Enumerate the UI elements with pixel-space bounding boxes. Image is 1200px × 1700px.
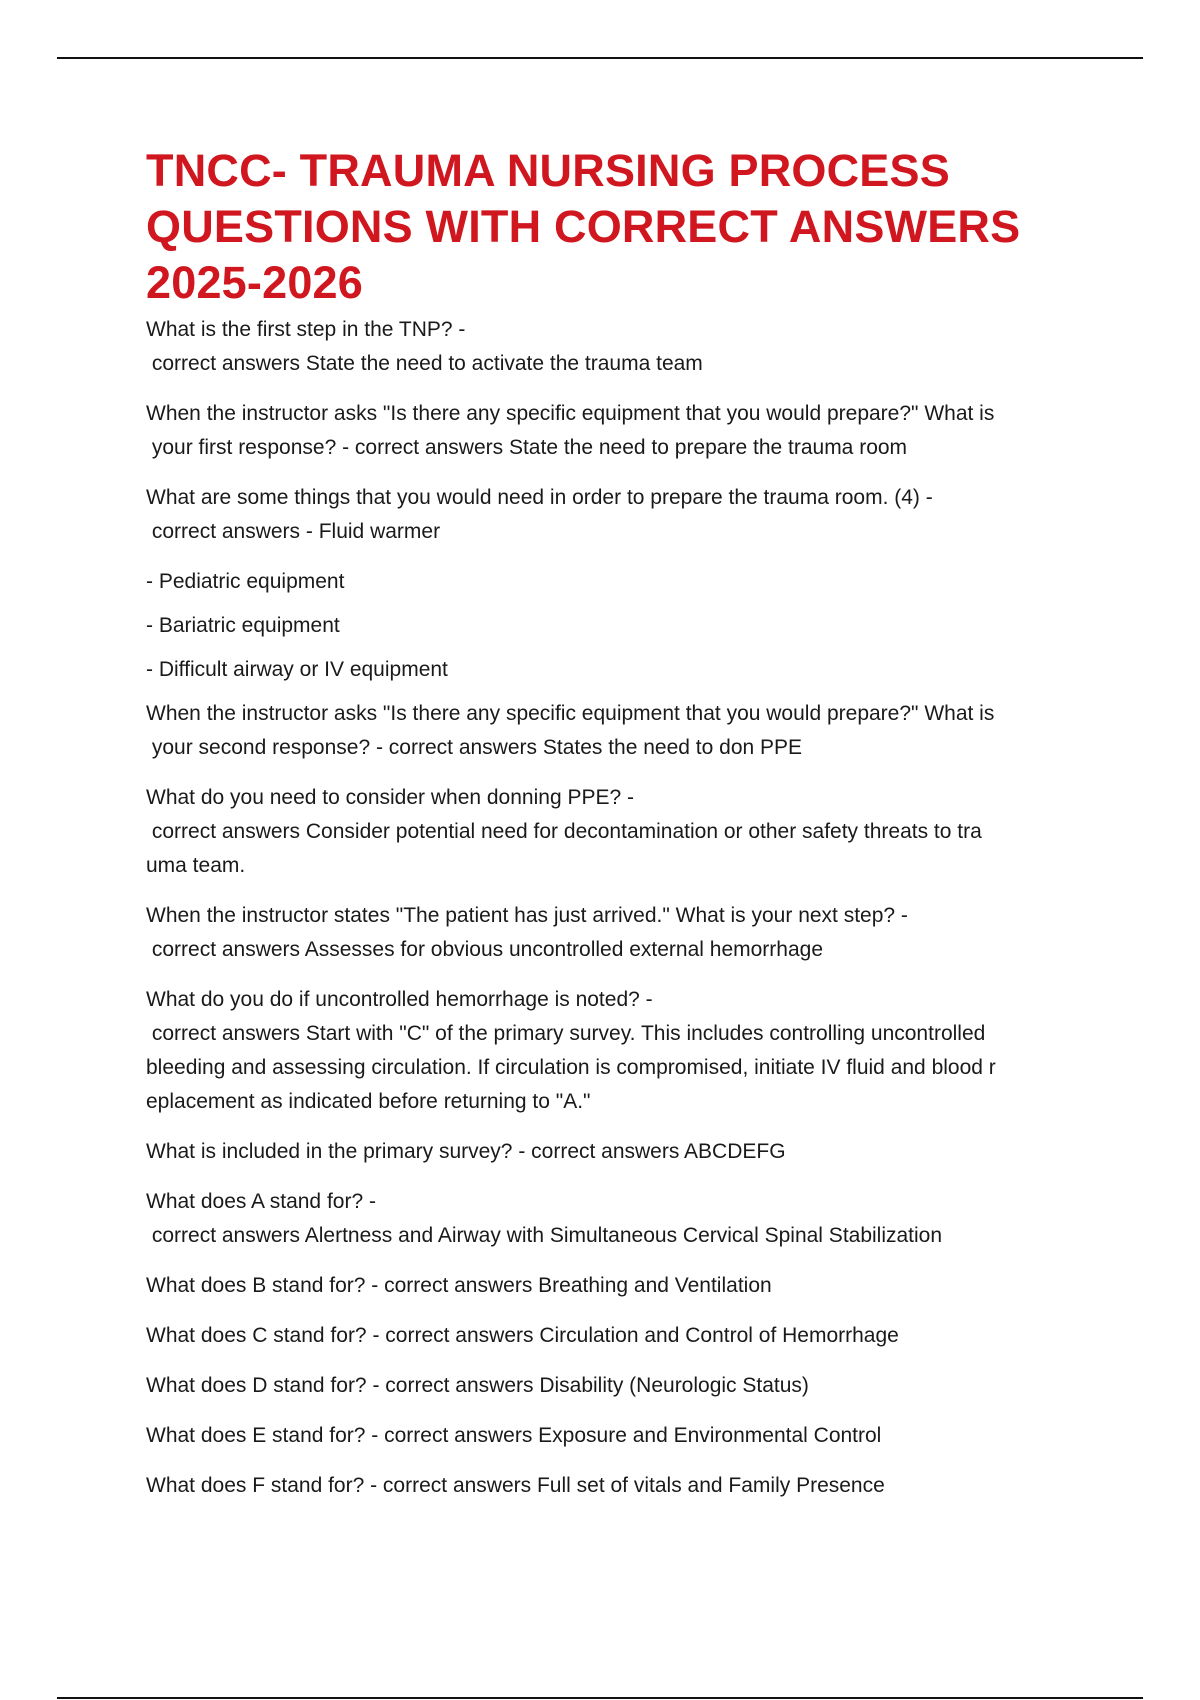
qa-line: - Difficult airway or IV equipment [146, 658, 448, 681]
qa-line: When the instructor asks "Is there any specific equipment that you would prepare?" What is [146, 402, 995, 425]
qa-paragraph [146, 1319, 1066, 1353]
qa-line: correct answers - Fluid warmer [146, 520, 441, 543]
qa-paragraph [146, 609, 1066, 643]
qa-line: What do you do if uncontrolled hemorrhage is noted? - [146, 988, 653, 1011]
qa-line: What does A stand for? - [146, 1190, 376, 1213]
qa-paragraph [146, 1269, 1066, 1303]
qa-line: your first response? - correct answers State the need to prepare the trauma room [146, 436, 908, 459]
qa-line: What is the first step in the TNP? - [146, 318, 466, 341]
qa-line: - Bariatric equipment [146, 614, 340, 637]
qa-paragraph [146, 1135, 1066, 1169]
qa-line: What does E stand for? - correct answers Exposure and Environmental Control [146, 1424, 882, 1447]
qa-paragraph [146, 313, 1066, 381]
qa-paragraph [146, 653, 1066, 687]
top-rule [57, 57, 1143, 59]
qa-line: correct answers State the need to activate the trauma team [146, 352, 703, 375]
document-title: TNCC- TRAUMA NURSING PROCESS QUESTIONS WITH CORRECT ANSWERS 2025-2026 [146, 145, 1021, 308]
qa-line: What does C stand for? - correct answers Circulation and Control of Hemorrhage [146, 1324, 899, 1347]
qa-paragraph [146, 983, 1066, 1119]
qa-line: When the instructor states "The patient has just arrived." What is your next step? - [146, 904, 908, 927]
qa-paragraph [146, 781, 1066, 883]
qa-line: correct answers Consider potential need for decontamination or other safety threats to tra [146, 820, 982, 843]
qa-paragraph [146, 565, 1066, 599]
qa-paragraph [146, 1369, 1066, 1403]
bottom-rule [57, 1697, 1143, 1699]
qa-paragraph [146, 1419, 1066, 1453]
qa-line: bleeding and assessing circulation. If circulation is compromised, initiate IV fluid and blood r [146, 1056, 996, 1079]
qa-line: What is included in the primary survey? - correct answers ABCDEFG [146, 1140, 786, 1163]
qa-line: correct answers Start with "C" of the primary survey. This includes controlling uncontrolled [146, 1022, 986, 1045]
qa-line: What are some things that you would need in order to prepare the trauma room. (4) - [146, 486, 933, 509]
qa-paragraph [146, 697, 1066, 765]
qa-paragraph [146, 899, 1066, 967]
document-body [146, 143, 1066, 1519]
qa-line: correct answers Assesses for obvious uncontrolled external hemorrhage [146, 938, 824, 961]
qa-line: What does D stand for? - correct answers Disability (Neurologic Status) [146, 1374, 809, 1397]
qa-line: What does F stand for? - correct answers Full set of vitals and Family Presence [146, 1474, 885, 1497]
qa-paragraph [146, 1185, 1066, 1253]
qa-line: What does B stand for? - correct answers Breathing and Ventilation [146, 1274, 772, 1297]
qa-line: uma team. [146, 854, 246, 877]
qa-list [146, 313, 1066, 1503]
qa-paragraph [146, 481, 1066, 549]
qa-line: - Pediatric equipment [146, 570, 345, 593]
qa-paragraph [146, 1469, 1066, 1503]
qa-line: What do you need to consider when donning PPE? - [146, 786, 634, 809]
qa-line: When the instructor asks "Is there any specific equipment that you would prepare?" What is [146, 702, 995, 725]
qa-paragraph [146, 397, 1066, 465]
qa-line: correct answers Alertness and Airway with Simultaneous Cervical Spinal Stabilization [146, 1224, 943, 1247]
qa-line: eplacement as indicated before returning to "A." [146, 1090, 591, 1113]
qa-line: your second response? - correct answers States the need to don PPE [146, 736, 803, 759]
